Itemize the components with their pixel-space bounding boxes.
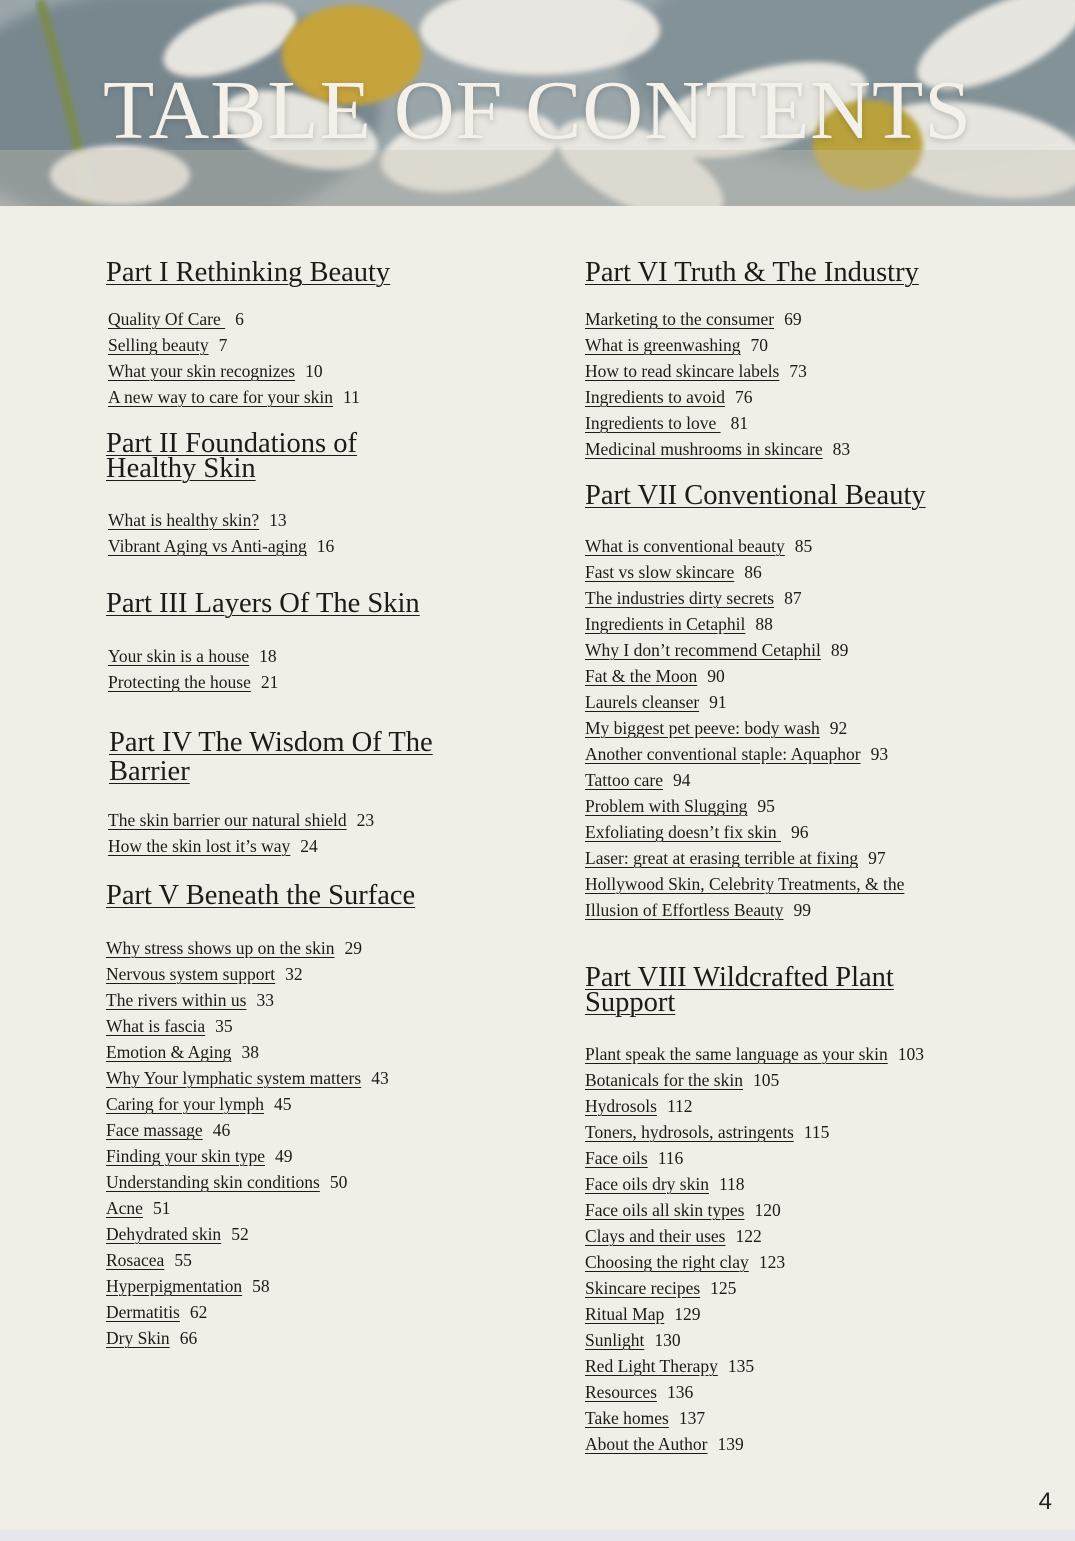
toc-entry[interactable]: Choosing the right clay 123 xyxy=(585,1252,786,1272)
part-heading-1[interactable]: Part I Rethinking Beauty xyxy=(106,257,391,288)
part-heading-4[interactable]: Part IV The Wisdom Of The Barrier xyxy=(109,727,433,787)
part-heading-3[interactable]: Part III Layers Of The Skin xyxy=(106,588,420,619)
toc-entry[interactable]: What is fascia 35 xyxy=(106,1016,233,1036)
toc-entry[interactable]: A new way to care for your skin 11 xyxy=(108,387,360,407)
toc-entry[interactable]: Ingredients to avoid 76 xyxy=(585,387,753,407)
toc-entry[interactable]: Why stress shows up on the skin 29 xyxy=(106,938,362,958)
toc-entry[interactable]: Exfoliating doesn’t fix skin 96 xyxy=(585,822,809,842)
toc-entry[interactable]: Skincare recipes 125 xyxy=(585,1278,737,1298)
toc-entry[interactable]: The industries dirty secrets 87 xyxy=(585,588,802,608)
part-7-entries xyxy=(585,533,914,923)
toc-entry[interactable]: How to read skincare labels 73 xyxy=(585,361,807,381)
part-2-entries xyxy=(108,507,334,559)
toc-entry[interactable]: Face massage 46 xyxy=(106,1120,231,1140)
toc-entry[interactable]: Problem with Slugging 95 xyxy=(585,796,775,816)
toc-entry[interactable]: Selling beauty 7 xyxy=(108,335,228,355)
toc-entry[interactable]: Medicinal mushrooms in skincare 83 xyxy=(585,439,851,459)
toc-entry[interactable]: Red Light Therapy 135 xyxy=(585,1356,755,1376)
toc-entry[interactable]: Face oils 116 xyxy=(585,1148,684,1168)
part-heading-6[interactable]: Part VI Truth & The Industry xyxy=(585,257,919,288)
part-8-entries xyxy=(585,1041,924,1457)
toc-entry[interactable]: Quality Of Care 6 xyxy=(108,309,244,329)
toc-entry[interactable]: Tattoo care 94 xyxy=(585,770,691,790)
part-5-entries xyxy=(106,935,389,1351)
part-heading-8[interactable]: Part VIII Wildcrafted Plant Support xyxy=(585,962,894,1018)
part-4-entries xyxy=(108,807,374,859)
toc-entry[interactable]: Dry Skin 66 xyxy=(106,1328,198,1348)
toc-entry[interactable]: Toners, hydrosols, astringents 115 xyxy=(585,1122,830,1142)
toc-entry[interactable]: How the skin lost it’s way 24 xyxy=(108,836,318,856)
toc-entry[interactable]: Hydrosols 112 xyxy=(585,1096,693,1116)
toc-entry[interactable]: Hyperpigmentation 58 xyxy=(106,1276,270,1296)
toc-entry[interactable]: What is greenwashing 70 xyxy=(585,335,769,355)
part-heading-2[interactable]: Part II Foundations of Healthy Skin xyxy=(106,428,357,484)
toc-entry[interactable]: Ingredients in Cetaphil 88 xyxy=(585,614,773,634)
toc-entry[interactable]: Resources 136 xyxy=(585,1382,694,1402)
toc-entry[interactable]: Fast vs slow skincare 86 xyxy=(585,562,762,582)
part-1-entries xyxy=(108,306,360,410)
toc-entry[interactable]: What your skin recognizes 10 xyxy=(108,361,323,381)
toc-entry[interactable]: Ingredients to love 81 xyxy=(585,413,749,433)
toc-entry[interactable]: Why I don’t recommend Cetaphil 89 xyxy=(585,640,849,660)
toc-entry[interactable]: Marketing to the consumer 69 xyxy=(585,309,802,329)
toc-entry[interactable]: Rosacea 55 xyxy=(106,1250,192,1270)
toc-entry[interactable]: Your skin is a house 18 xyxy=(108,646,277,666)
toc-entry[interactable]: Clays and their uses 122 xyxy=(585,1226,762,1246)
part-3-entries xyxy=(108,643,278,695)
toc-entry[interactable]: Laurels cleanser 91 xyxy=(585,692,727,712)
toc-entry[interactable]: Dermatitis 62 xyxy=(106,1302,208,1322)
bottom-edge xyxy=(0,1530,1075,1541)
toc-entry[interactable]: Take homes 137 xyxy=(585,1408,706,1428)
toc-entry[interactable]: Nervous system support 32 xyxy=(106,964,303,984)
toc-entry[interactable]: The skin barrier our natural shield 23 xyxy=(108,810,375,830)
toc-entry[interactable]: Protecting the house 21 xyxy=(108,672,279,692)
toc-entry[interactable]: Fat & the Moon 90 xyxy=(585,666,725,686)
toc-entry[interactable]: Botanicals for the skin 105 xyxy=(585,1070,780,1090)
toc-entry[interactable]: Finding your skin type 49 xyxy=(106,1146,293,1166)
toc-entry[interactable]: Dehydrated skin 52 xyxy=(106,1224,249,1244)
toc-entry[interactable]: Laser: great at erasing terrible at fixing 97 xyxy=(585,848,886,868)
toc-entry[interactable]: Vibrant Aging vs Anti-aging 16 xyxy=(108,536,335,556)
toc-entry[interactable]: Face oils dry skin 118 xyxy=(585,1174,745,1194)
toc-entry[interactable]: Plant speak the same language as your skin 103 xyxy=(585,1044,925,1064)
part-heading-7[interactable]: Part VII Conventional Beauty xyxy=(585,480,926,511)
toc-entry[interactable]: About the Author 139 xyxy=(585,1434,744,1454)
page-number: 4 xyxy=(1038,1488,1052,1515)
toc-entry[interactable]: What is healthy skin? 13 xyxy=(108,510,287,530)
toc-entry[interactable]: Understanding skin conditions 50 xyxy=(106,1172,348,1192)
toc-entry[interactable]: Hollywood Skin, Celebrity Treatments, & the xyxy=(585,874,905,894)
toc-entry[interactable]: Emotion & Aging 38 xyxy=(106,1042,259,1062)
toc-entry[interactable]: Caring for your lymph 45 xyxy=(106,1094,292,1114)
header-banner xyxy=(0,0,1075,206)
toc-entry[interactable]: Illusion of Effortless Beauty 99 xyxy=(585,900,811,920)
toc-entry[interactable]: Sunlight 130 xyxy=(585,1330,681,1350)
toc-entry[interactable]: My biggest pet peeve: body wash 92 xyxy=(585,718,848,738)
part-heading-5[interactable]: Part V Beneath the Surface xyxy=(106,880,416,911)
part-6-entries xyxy=(585,306,850,462)
toc-entry[interactable]: The rivers within us 33 xyxy=(106,990,274,1010)
toc-entry[interactable]: Acne 51 xyxy=(106,1198,171,1218)
toc-entry[interactable]: Why Your lymphatic system matters 43 xyxy=(106,1068,389,1088)
toc-entry[interactable]: Ritual Map 129 xyxy=(585,1304,701,1324)
toc-entry[interactable]: Face oils all skin types 120 xyxy=(585,1200,781,1220)
toc-entry[interactable]: What is conventional beauty 85 xyxy=(585,536,813,556)
toc-entry[interactable]: Another conventional staple: Aquaphor 93 xyxy=(585,744,889,764)
page-title: TABLE OF CONTENTS xyxy=(103,64,972,157)
